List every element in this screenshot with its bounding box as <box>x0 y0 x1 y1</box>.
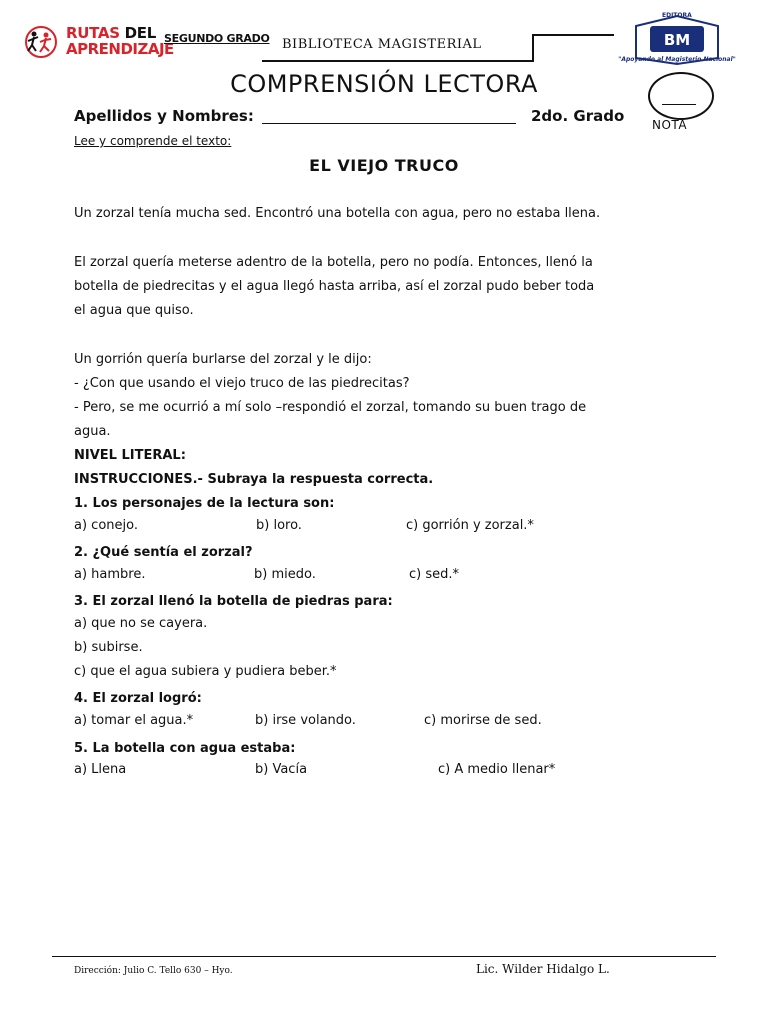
level-label: NIVEL LITERAL: <box>74 448 186 463</box>
q3-option-b[interactable]: b) subirse. <box>74 640 143 655</box>
publisher-slogan: "Apoyando al Magisterio Nacional" <box>618 56 736 63</box>
q5-option-a[interactable]: a) Llena <box>74 762 127 777</box>
name-label: Apellidos y Nombres: <box>74 107 254 125</box>
q2-option-a[interactable]: a) hambre. <box>74 567 146 582</box>
story-line: agua. <box>74 424 111 439</box>
rutas-logo <box>22 24 174 60</box>
story-title: EL VIEJO TRUCO <box>309 156 459 175</box>
question-2: 2. ¿Qué sentía el zorzal? <box>74 545 253 560</box>
q3-option-c[interactable]: c) que el agua subiera y pudiera beber.* <box>74 664 337 679</box>
q5-option-c[interactable]: c) A medio llenar* <box>438 762 556 777</box>
question-4: 4. El zorzal logró: <box>74 691 202 706</box>
q4-option-c[interactable]: c) morirse de sed. <box>424 713 542 728</box>
story-line: - Pero, se me ocurrió a mí solo –respondió el zorzal, tomando su buen trago de <box>74 400 587 415</box>
footer-rule <box>52 956 716 957</box>
logo-text-rutas: RUTAS DEL <box>66 24 157 42</box>
q2-option-b[interactable]: b) miedo. <box>254 567 316 582</box>
q5-option-b[interactable]: b) Vacía <box>255 762 308 777</box>
story-line: botella de piedrecitas y el agua llegó hasta arriba, así el zorzal pudo beber toda <box>74 279 595 294</box>
grade-circle <box>648 72 714 120</box>
question-1: 1. Los personajes de la lectura son: <box>74 496 335 511</box>
story-paragraph-3 <box>74 348 694 444</box>
q4-option-a[interactable]: a) tomar el agua.* <box>74 713 194 728</box>
footer-address: Dirección: Julio C. Tello 630 – Hyo. <box>74 966 233 976</box>
logo-text-aprendizaje: APRENDIZAJE <box>66 40 174 58</box>
story-line: el agua que quiso. <box>74 303 194 318</box>
footer-author: Lic. Wilder Hidalgo L. <box>476 962 610 976</box>
story-line: Un gorrión quería burlarse del zorzal y le dijo: <box>74 352 372 367</box>
bm-logo-text: BM <box>663 31 691 49</box>
grade-blank-line <box>662 104 696 105</box>
page-title: COMPRENSIÓN LECTORA <box>230 70 538 98</box>
name-blank-line[interactable] <box>262 123 516 124</box>
story-line: Un zorzal tenía mucha sed. Encontró una botella con agua, pero no estaba llena. <box>74 206 601 221</box>
question-5: 5. La botella con agua estaba: <box>74 741 296 756</box>
publisher-label: EDITORA <box>662 12 692 19</box>
story-line: - ¿Con que usando el viejo truco de las piedrecitas? <box>74 376 410 391</box>
q1-option-b[interactable]: b) loro. <box>256 518 302 533</box>
story-paragraph-2 <box>74 251 694 323</box>
children-running-icon <box>22 26 60 58</box>
story-paragraph-1 <box>74 202 694 226</box>
header-rule <box>532 34 614 36</box>
q2-option-c[interactable]: c) sed.* <box>409 567 460 582</box>
logo-text-del: DEL <box>124 24 157 42</box>
read-instruction: Lee y comprende el texto: <box>74 134 232 148</box>
grade-label: 2do. Grado <box>531 107 625 125</box>
q1-option-c[interactable]: c) gorrión y zorzal.* <box>406 518 534 533</box>
story-line: El zorzal quería meterse adentro de la botella, pero no podía. Entonces, llenó la <box>74 255 593 270</box>
question-3: 3. El zorzal llenó la botella de piedras para: <box>74 594 393 609</box>
q3-option-a[interactable]: a) que no se cayera. <box>74 616 208 631</box>
grade-tag: SEGUNDO GRADO <box>164 32 270 45</box>
library-title: BIBLIOTECA MAGISTERIAL <box>282 37 482 52</box>
nota-label: NOTA <box>652 118 688 132</box>
q4-option-b[interactable]: b) irse volando. <box>255 713 356 728</box>
instructions: INSTRUCCIONES.- Subraya la respuesta correcta. <box>74 472 434 487</box>
q1-option-a[interactable]: a) conejo. <box>74 518 138 533</box>
